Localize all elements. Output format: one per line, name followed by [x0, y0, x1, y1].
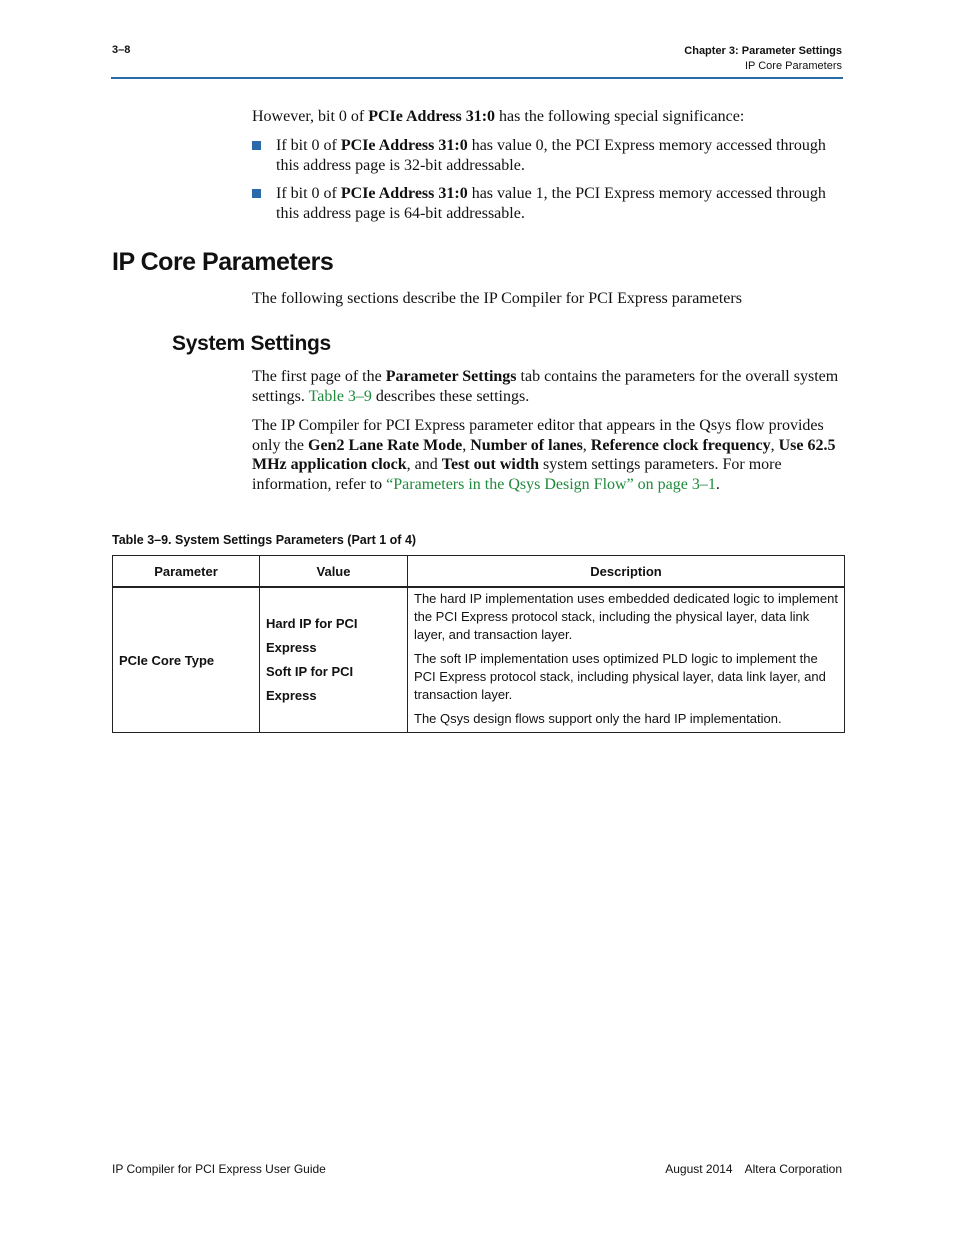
table-reference-link[interactable]: Table 3–9: [308, 387, 372, 405]
subsection-heading-system-settings: System Settings: [172, 332, 331, 355]
system-settings-paragraph-1: The first page of the Parameter Settings tab contains the parameters for the overall system settings. Table 3–9 describes these settings.: [252, 368, 839, 405]
section-heading-ip-core-parameters: IP Core Parameters: [112, 248, 334, 276]
column-header-value: Value: [260, 556, 408, 588]
value-cell: [260, 587, 408, 733]
ip-core-intro: The following sections describe the IP Compiler for PCI Express parameters: [252, 290, 742, 307]
intro-paragraph: [252, 107, 844, 127]
parameter-cell: PCIe Core Type: [113, 587, 260, 733]
section-title: IP Core Parameters: [744, 60, 842, 72]
description-cell: [408, 587, 845, 733]
running-header: [684, 44, 842, 74]
bullet-square-icon: [252, 141, 261, 150]
bullet-text: If bit 0 of PCIe Address 31:0 has value 1, the PCI Express memory accessed through this address page is 64-bit addressable.: [276, 185, 826, 222]
value-option: Soft IP for PCI Express: [266, 664, 354, 703]
description-paragraph: The soft IP implementation uses optimized PLD logic to implement the PCI Express protocol stack, including physical layer, data link layer, and transaction layer.: [414, 651, 826, 702]
chapter-title: Chapter 3: Parameter Settings: [684, 45, 842, 57]
table-header-row: [113, 556, 845, 588]
footer-doc-title: IP Compiler for PCI Express User Guide: [112, 1162, 326, 1176]
value-option: Hard IP for PCI Express: [266, 616, 358, 655]
bullet-item: [252, 136, 844, 175]
column-header-description: Description: [408, 556, 845, 588]
intro-text-end: has the following special significance:: [495, 108, 745, 125]
system-settings-table: [112, 555, 845, 733]
footer-right: [665, 1162, 842, 1176]
bullet-square-icon: [252, 189, 261, 198]
page-number: 3–8: [112, 44, 131, 56]
description-paragraph: The hard IP implementation uses embedded dedicated logic to implement the PCI Express protocol stack, including the physical layer, data link layer, and transaction layer.: [414, 591, 838, 642]
system-settings-paragraph-2: The IP Compiler for PCI Express parameter editor that appears in the Qsys flow provides only the Gen2 Lane Rate Mode, Number of lanes, Reference clock frequency, Use 62.5 MHz application clock, and Test out width system settings parameters. For more information, refer to “Parameters in the Qsys Design Flow” on page 3–1.: [252, 417, 836, 493]
column-header-parameter: Parameter: [113, 556, 260, 588]
header-rule: [111, 77, 843, 79]
intro-text: However, bit 0 of: [252, 108, 369, 125]
bullet-item: [252, 184, 844, 223]
bullet-text: If bit 0 of PCIe Address 31:0 has value 0, the PCI Express memory accessed through this address page is 32-bit addressable.: [276, 137, 826, 174]
table-caption: Table 3–9. System Settings Parameters (Part 1 of 4): [112, 533, 417, 547]
footer-company: Altera Corporation: [744, 1162, 842, 1176]
qsys-design-flow-link[interactable]: “Parameters in the Qsys Design Flow” on page 3–1: [386, 475, 716, 493]
footer-date: August 2014: [665, 1162, 733, 1176]
description-paragraph: The Qsys design flows support only the hard IP implementation.: [414, 711, 782, 726]
intro-bold: PCIe Address 31:0: [368, 108, 496, 125]
table-row: [113, 587, 845, 733]
